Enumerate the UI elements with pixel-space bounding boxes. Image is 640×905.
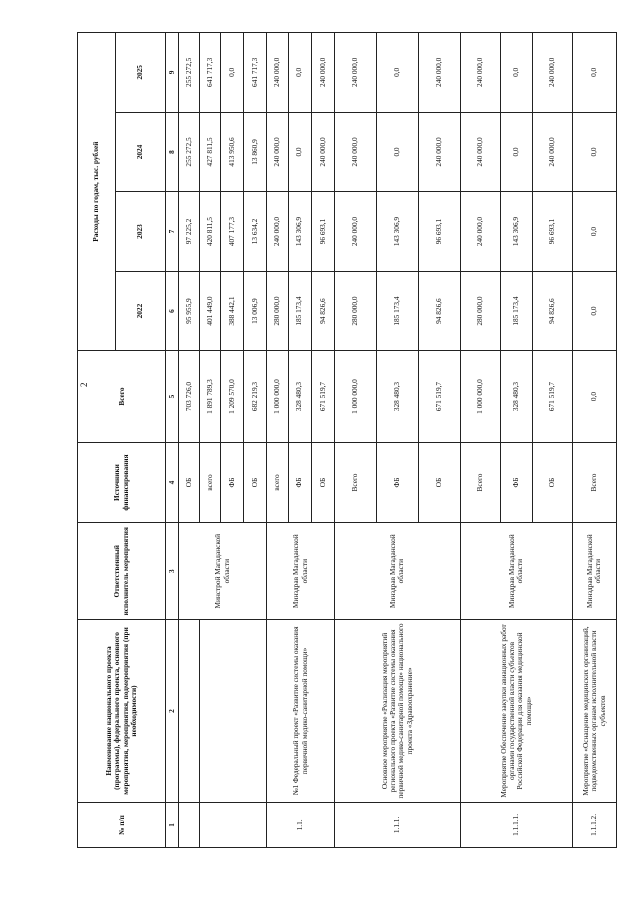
row-y2022: 13 006,9 xyxy=(244,271,267,351)
row-executor: Минздрав Магаданской области xyxy=(334,523,460,620)
table-row xyxy=(461,33,501,848)
row-y2022: 388 442,1 xyxy=(221,271,244,351)
row-total: 328 480,3 xyxy=(501,351,533,442)
column-index: 2 xyxy=(166,620,179,803)
row-y2025: 240 000,0 xyxy=(461,33,501,113)
column-index: 3 xyxy=(166,523,179,620)
row-name: Мероприятие Обеспечение закупки авиационных работ органами государственной власти субъектов Российской Федерации для оказания медицинской помощи» xyxy=(461,620,573,803)
column-index: 4 xyxy=(166,442,179,523)
column-index: 6 xyxy=(166,271,179,351)
row-y2024: 240 000,0 xyxy=(532,112,572,192)
row-source: Всего xyxy=(461,442,501,523)
row-name xyxy=(179,620,200,803)
row-y2024: 255 272,5 xyxy=(179,112,200,192)
table-row xyxy=(267,33,288,848)
column-index: 5 xyxy=(166,351,179,442)
row-total: 682 219,3 xyxy=(244,351,267,442)
financing-table xyxy=(77,32,617,848)
row-y2023: 0,0 xyxy=(572,192,616,272)
row-source: ОБ xyxy=(311,442,334,523)
row-num: 1.1.1.1. xyxy=(461,802,573,847)
row-total: 703 726,0 xyxy=(179,351,200,442)
row-y2025: 641 717,3 xyxy=(244,33,267,113)
row-name: №1 Федеральный проект «Развитие системы оказания первичной медико-санитарной помощи» xyxy=(267,620,334,803)
row-y2025: 0,0 xyxy=(572,33,616,113)
row-executor: Минздрав Магаданской области xyxy=(461,523,573,620)
row-y2025: 240 000,0 xyxy=(419,33,461,113)
row-y2025: 0,0 xyxy=(221,33,244,113)
header-years-group: Расходы по годам, тыс. рублей xyxy=(78,33,116,351)
row-y2024: 0,0 xyxy=(572,112,616,192)
row-y2023: 96 693,1 xyxy=(311,192,334,272)
row-total: 671 519,7 xyxy=(419,351,461,442)
row-y2023: 96 693,1 xyxy=(419,192,461,272)
row-y2024: 240 000,0 xyxy=(461,112,501,192)
row-executor: Минздрав Магаданской области xyxy=(267,523,334,620)
column-index: 9 xyxy=(166,33,179,113)
row-y2023: 240 000,0 xyxy=(267,192,288,272)
row-y2024: 240 000,0 xyxy=(267,112,288,192)
header-executor: Ответственный исполнитель мероприятия xyxy=(78,523,166,620)
row-num: 1.1. xyxy=(267,802,334,847)
row-total: 328 480,3 xyxy=(288,351,311,442)
row-source: ОБ xyxy=(179,442,200,523)
table-row xyxy=(572,33,616,848)
row-y2025: 240 000,0 xyxy=(532,33,572,113)
row-total: 1 891 789,3 xyxy=(200,351,221,442)
row-source: ФБ xyxy=(501,442,533,523)
row-y2025: 255 272,5 xyxy=(179,33,200,113)
row-source: ФБ xyxy=(221,442,244,523)
row-total: 1 209 570,0 xyxy=(221,351,244,442)
row-total: 671 519,7 xyxy=(311,351,334,442)
row-num xyxy=(200,802,267,847)
row-y2024: 240 000,0 xyxy=(419,112,461,192)
row-y2025: 0,0 xyxy=(376,33,418,113)
row-source: ОБ xyxy=(419,442,461,523)
row-source: Всего xyxy=(334,442,376,523)
row-y2022: 185 173,4 xyxy=(376,271,418,351)
row-total: 0,0 xyxy=(572,351,616,442)
header-total: Всего xyxy=(78,351,166,442)
row-num: 1.1.1. xyxy=(334,802,460,847)
row-total: 328 480,3 xyxy=(376,351,418,442)
row-source: ФБ xyxy=(288,442,311,523)
row-y2024: 0,0 xyxy=(288,112,311,192)
row-y2025: 0,0 xyxy=(501,33,533,113)
header-row xyxy=(78,33,116,848)
header-source: Источники финансирования xyxy=(78,442,166,523)
row-y2023: 97 225,2 xyxy=(179,192,200,272)
row-y2023: 143 306,9 xyxy=(376,192,418,272)
row-y2022: 94 826,6 xyxy=(311,271,334,351)
column-index: 7 xyxy=(166,192,179,272)
row-y2025: 0,0 xyxy=(288,33,311,113)
row-name xyxy=(200,620,267,803)
row-y2025: 240 000,0 xyxy=(334,33,376,113)
row-y2023: 240 000,0 xyxy=(461,192,501,272)
row-y2023: 420 811,5 xyxy=(200,192,221,272)
header-num: № п/п xyxy=(78,802,166,847)
row-y2025: 641 717,3 xyxy=(200,33,221,113)
row-y2023: 143 306,9 xyxy=(501,192,533,272)
table-row xyxy=(200,33,221,848)
row-y2022: 0,0 xyxy=(572,271,616,351)
header-year: 2024 xyxy=(115,112,166,192)
row-y2023: 96 693,1 xyxy=(532,192,572,272)
row-source: ОБ xyxy=(244,442,267,523)
row-y2025: 240 000,0 xyxy=(311,33,334,113)
row-source: Всего xyxy=(572,442,616,523)
header-name: Наименование национального проекта (программы), федерального проекта, основного мероприятия, мероприятия, подмероприятия (при необходимости) xyxy=(78,620,166,803)
row-num xyxy=(179,802,200,847)
row-y2024: 240 000,0 xyxy=(311,112,334,192)
page-content xyxy=(77,32,617,848)
row-y2022: 185 173,4 xyxy=(288,271,311,351)
table-row xyxy=(334,33,376,848)
row-source: всего xyxy=(267,442,288,523)
row-name: Основное мероприятие «Реализация мероприятий регионального проекта «Развитие системы оказания первичной медико-санитарной помощи» национального проекта «Здравоохранение» xyxy=(334,620,460,803)
row-y2025: 240 000,0 xyxy=(267,33,288,113)
row-y2024: 413 950,6 xyxy=(221,112,244,192)
column-index: 1 xyxy=(166,802,179,847)
row-y2024: 0,0 xyxy=(501,112,533,192)
row-y2022: 280 000,0 xyxy=(334,271,376,351)
row-y2024: 13 860,9 xyxy=(244,112,267,192)
row-y2022: 280 000,0 xyxy=(267,271,288,351)
row-name: Мероприятие «Оснащение медицинских организаций, подведомственных органам исполнительной власти субъектов xyxy=(572,620,616,803)
header-year: 2022 xyxy=(115,271,166,351)
row-total: 1 000 000,0 xyxy=(334,351,376,442)
row-y2022: 401 449,0 xyxy=(200,271,221,351)
row-y2024: 240 000,0 xyxy=(334,112,376,192)
row-y2023: 407 177,3 xyxy=(221,192,244,272)
header-year: 2023 xyxy=(115,192,166,272)
column-index-row xyxy=(166,33,179,848)
header-year: 2025 xyxy=(115,33,166,113)
row-y2024: 427 811,5 xyxy=(200,112,221,192)
row-source: всего xyxy=(200,442,221,523)
table-row xyxy=(179,33,200,848)
column-index: 8 xyxy=(166,112,179,192)
row-executor: Минстрой Магаданской области xyxy=(179,523,267,620)
row-y2022: 95 955,9 xyxy=(179,271,200,351)
row-total: 1 000 000,0 xyxy=(461,351,501,442)
row-y2022: 280 000,0 xyxy=(461,271,501,351)
row-y2022: 94 826,6 xyxy=(419,271,461,351)
row-y2022: 94 826,6 xyxy=(532,271,572,351)
row-y2022: 185 173,4 xyxy=(501,271,533,351)
row-source: ОБ xyxy=(532,442,572,523)
row-total: 671 519,7 xyxy=(532,351,572,442)
row-y2023: 240 000,0 xyxy=(334,192,376,272)
row-y2023: 143 306,9 xyxy=(288,192,311,272)
row-executor: Минздрав Магаданской области xyxy=(572,523,616,620)
row-y2023: 13 634,2 xyxy=(244,192,267,272)
page-number: 2 xyxy=(79,382,89,387)
row-num: 1.1.1.2. xyxy=(572,802,616,847)
row-source: ФБ xyxy=(376,442,418,523)
row-total: 1 000 000,0 xyxy=(267,351,288,442)
row-y2024: 0,0 xyxy=(376,112,418,192)
